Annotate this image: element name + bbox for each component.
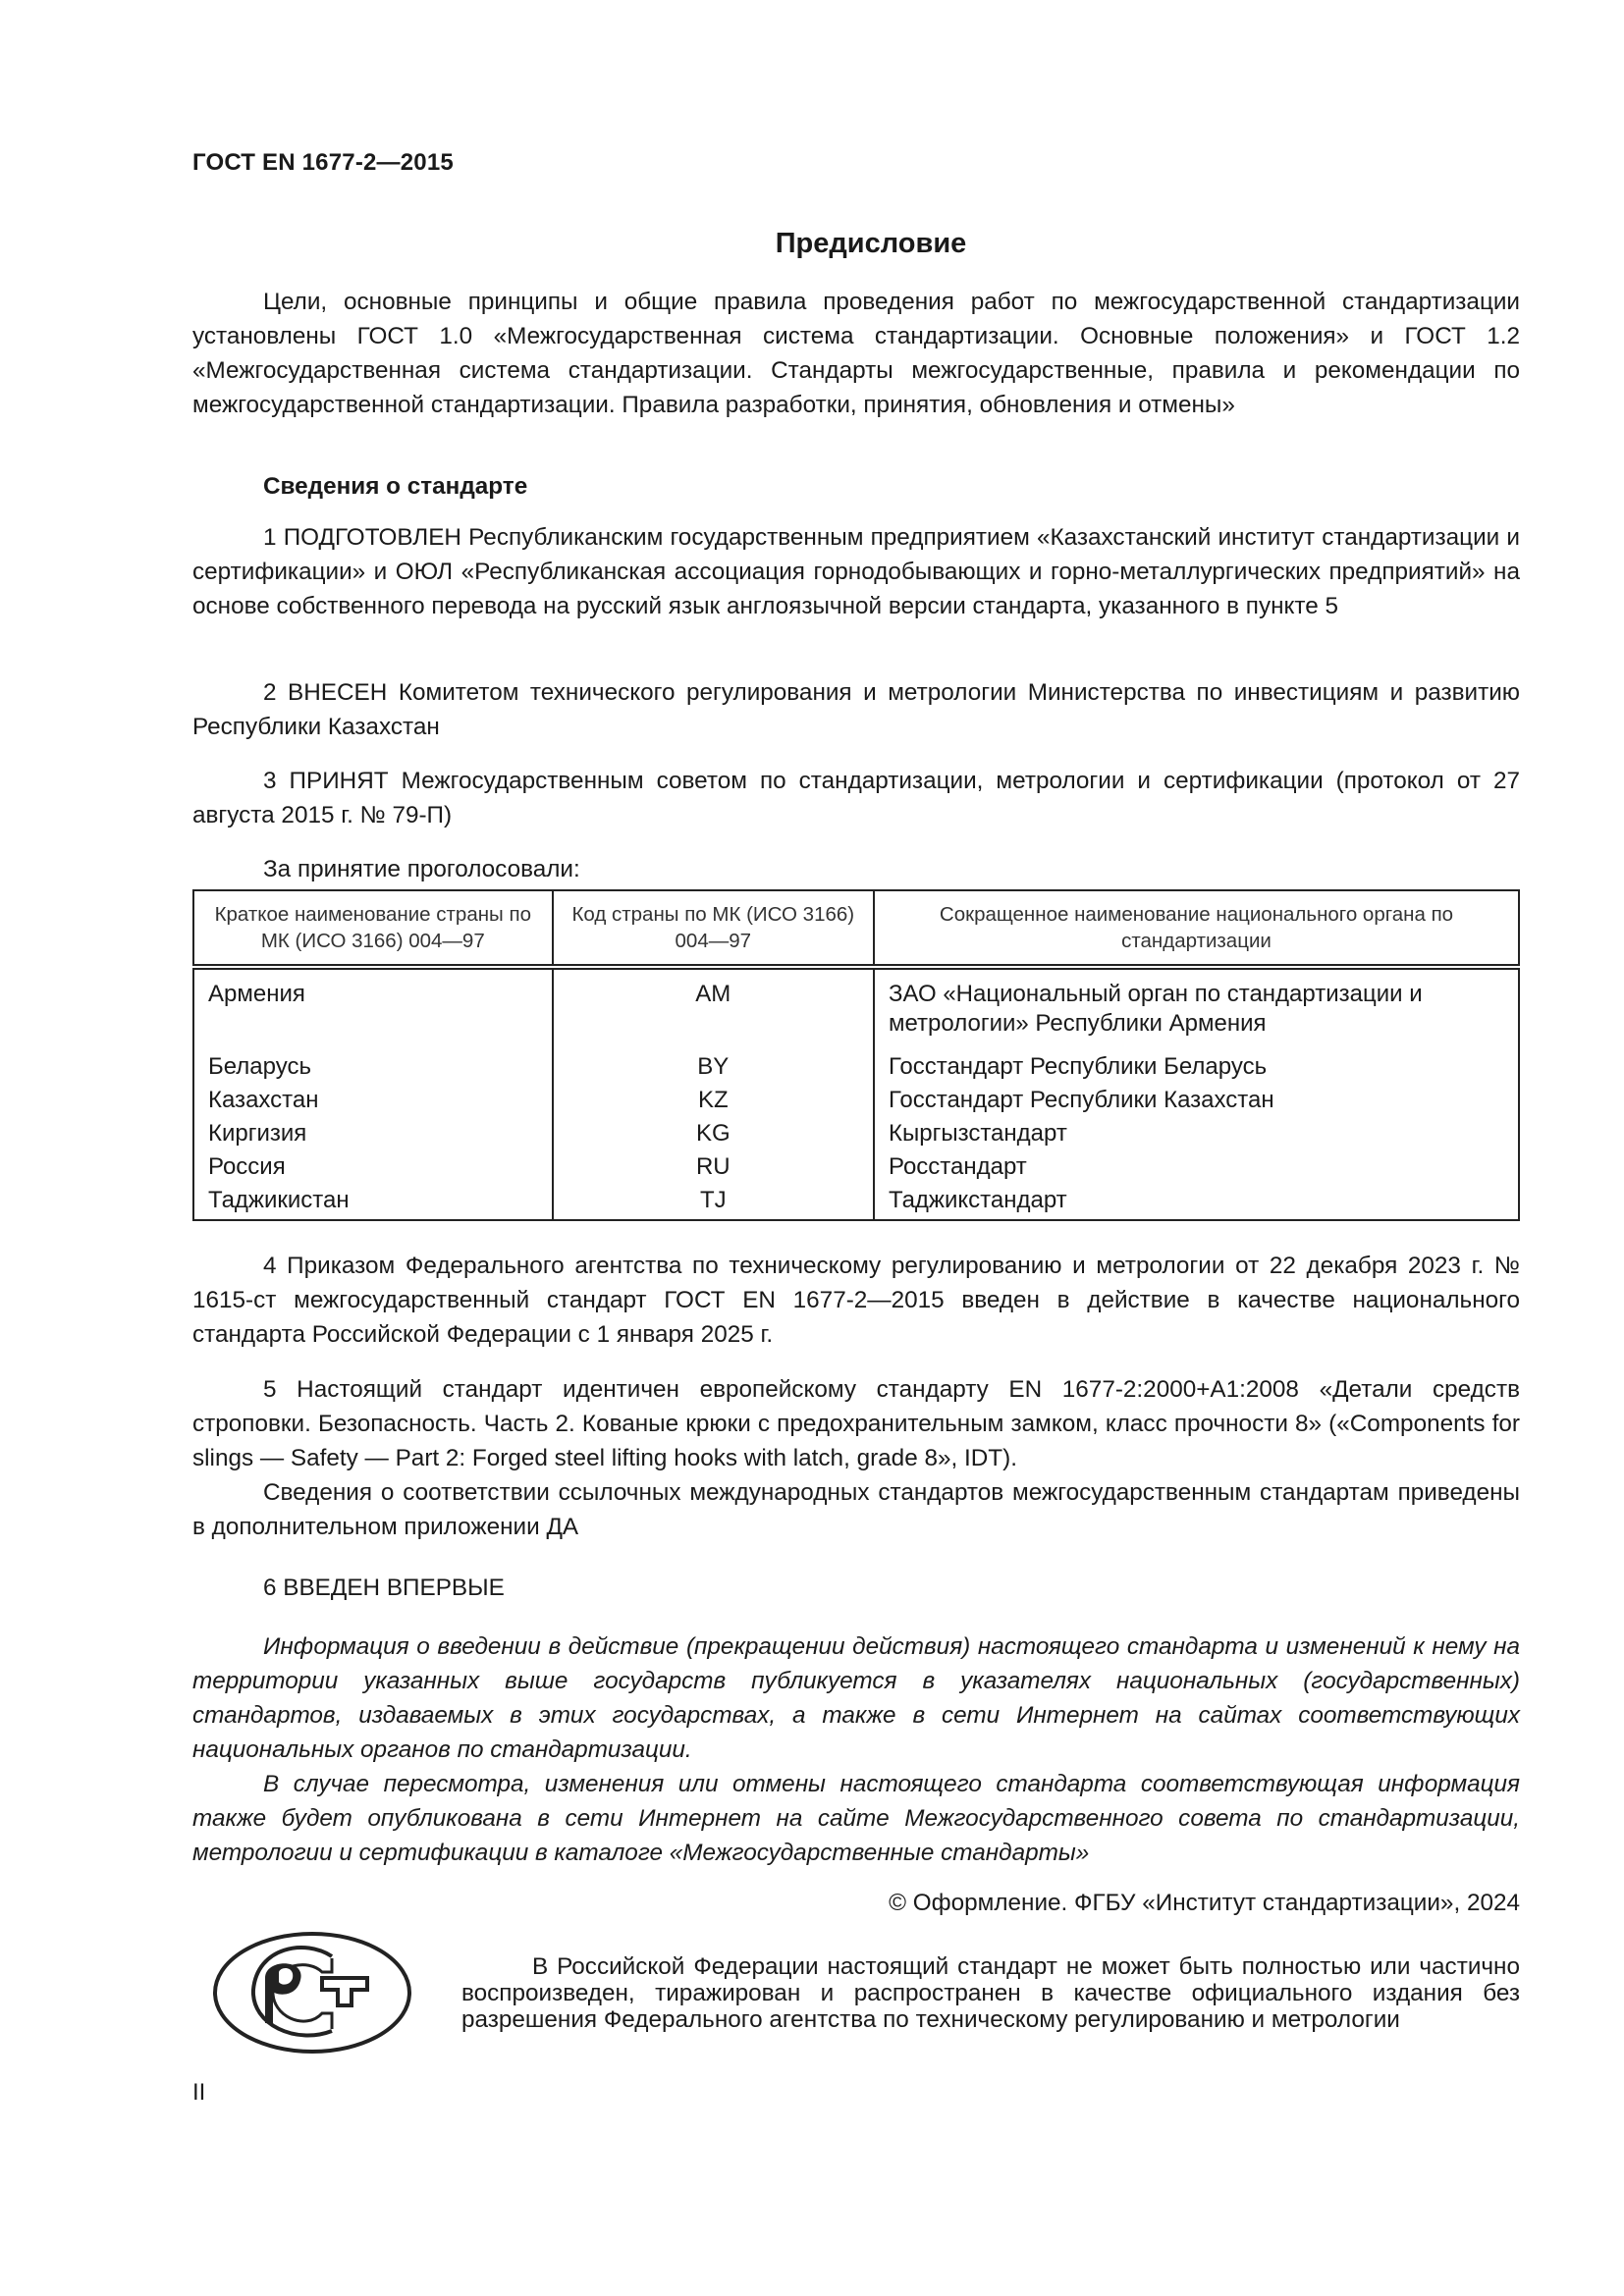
vote-label: За принятие проголосовали:	[263, 856, 580, 882]
table-header-row	[193, 890, 1519, 967]
page-title: Предисловие	[775, 228, 967, 259]
item-5-note: Сведения о соответствии ссылочных международных стандартов межгосударственным стандартам приведены в дополнительном приложении ДА	[192, 1479, 1520, 1540]
item-1-block	[192, 520, 1520, 623]
cell-country: Армения	[193, 967, 553, 1050]
item-5-block	[192, 1372, 1520, 1544]
table-row	[193, 1150, 1519, 1184]
item-2: 2 ВНЕСЕН Комитетом технического регулирования и метрологии Министерства по инвестициям и развитию Республики Казахстан	[192, 679, 1520, 740]
item-3-block	[192, 764, 1520, 832]
table-row	[193, 1084, 1519, 1117]
page-number: II	[192, 2079, 206, 2106]
item-2-block	[192, 675, 1520, 744]
votes-table	[192, 889, 1520, 1221]
copyright: © Оформление. ФГБУ «Институт стандартизации», 2024	[889, 1890, 1520, 1916]
table-row	[193, 1184, 1519, 1220]
intro-paragraph: Цели, основные принципы и общие правила проведения работ по межгосударственной стандартизации установлены ГОСТ 1.0 «Межгосударственная система стандартизации. Основные положения» и ГОСТ 1.2 «Межгосударственная система стандартизации. Стандарты межгосударственные, правила и рекомендации по межгосударственной стандартизации. Правила разработки, принятия, обновления и отмены»	[192, 289, 1520, 418]
publication-info-block	[192, 1629, 1520, 1870]
intro-block	[192, 285, 1520, 422]
reproduction-notice: В Российской Федерации настоящий стандарт не может быть полностью или частично воспроизведен, тиражирован и распространен в качестве официального издания без разрешения Федерального агентства по техническому регулированию и метрологии	[461, 1953, 1520, 2033]
cell-code: KZ	[553, 1084, 874, 1117]
cell-code: RU	[553, 1150, 874, 1184]
item-4-block	[192, 1249, 1520, 1352]
publication-info-2: В случае пересмотра, изменения или отмены настоящего стандарта соответствующая информация также будет опубликована в сети Интернет на сайте Межгосударственного совета по стандартизации, метрологии и сертификации в каталоге «Межгосударственные стандарты»	[192, 1771, 1520, 1866]
header-code: Код страны по МК (ИСО 3166) 004—97	[553, 890, 874, 967]
cell-country: Беларусь	[193, 1050, 553, 1084]
item-5: 5 Настоящий стандарт идентичен европейскому стандарту EN 1677-2:2000+A1:2008 «Детали средств строповки. Безопасность. Часть 2. Кованые крюки с предохранительным замком, класс прочности 8» («Components for slings — Safety — Part 2: Forged steel lifting hooks with latch, grade 8», IDT).	[192, 1376, 1520, 1471]
cell-body: Госстандарт Республики Казахстан	[874, 1084, 1519, 1117]
cell-country: Россия	[193, 1150, 553, 1184]
header-country: Краткое наименование страны по МК (ИСО 3166) 004—97	[193, 890, 553, 967]
cell-country: Киргизия	[193, 1117, 553, 1150]
cell-code: KG	[553, 1117, 874, 1150]
cell-code: BY	[553, 1050, 874, 1084]
item-3: 3 ПРИНЯТ Межгосударственным советом по стандартизации, метрологии и сертификации (протокол от 27 августа 2015 г. № 79-П)	[192, 768, 1520, 828]
cell-body: Госстандарт Республики Беларусь	[874, 1050, 1519, 1084]
item-6-block	[192, 1571, 1520, 1605]
header-body: Сокращенное наименование национального органа по стандартизации	[874, 890, 1519, 967]
cell-body: Кыргызстандарт	[874, 1117, 1519, 1150]
item-1: 1 ПОДГОТОВЛЕН Республиканским государственным предприятием «Казахстанский институт стандартизации и сертификации» и ОЮЛ «Республиканская ассоциация горнодобывающих и горно-металлургических предприятий» на основе собственного перевода на русский язык англоязычной версии стандарта, указанного в пункте 5	[192, 524, 1520, 619]
doc-id-header: ГОСТ EN 1677-2—2015	[192, 149, 454, 176]
rst-certification-mark-icon	[212, 1929, 412, 2056]
cell-body: Росстандарт	[874, 1150, 1519, 1184]
cell-code: AM	[553, 967, 874, 1050]
votes-table-block	[192, 889, 1520, 1221]
cell-country: Казахстан	[193, 1084, 553, 1117]
section-heading: Сведения о стандарте	[263, 473, 528, 500]
cell-body: ЗАО «Национальный орган по стандартизации и метрологии» Республики Армения	[874, 967, 1519, 1050]
item-6: 6 ВВЕДЕН ВПЕРВЫЕ	[263, 1575, 505, 1601]
vote-label-block	[192, 852, 1520, 886]
item-4: 4 Приказом Федерального агентства по техническому регулированию и метрологии от 22 декабря 2023 г. № 1615-ст межгосударственный стандарт ГОСТ EN 1677-2—2015 введен в действие в качестве национального стандарта Российской Федерации с 1 января 2025 г.	[192, 1253, 1520, 1348]
table-row	[193, 967, 1519, 1050]
publication-info-1: Информация о введении в действие (прекращении действия) настоящего стандарта и изменений к нему на территории указанных выше государств публикуется в указателях национальных (государственных) стандартов, издаваемых в этих государствах, а также в сети Интернет на сайтах соответствующих национальных органов по стандартизации.	[192, 1633, 1520, 1763]
table-row	[193, 1050, 1519, 1084]
cell-country: Таджикистан	[193, 1184, 553, 1220]
standard-info-heading-block	[192, 473, 1520, 501]
cell-body: Таджикстандарт	[874, 1184, 1519, 1220]
table-row	[193, 1117, 1519, 1150]
cell-code: TJ	[553, 1184, 874, 1220]
